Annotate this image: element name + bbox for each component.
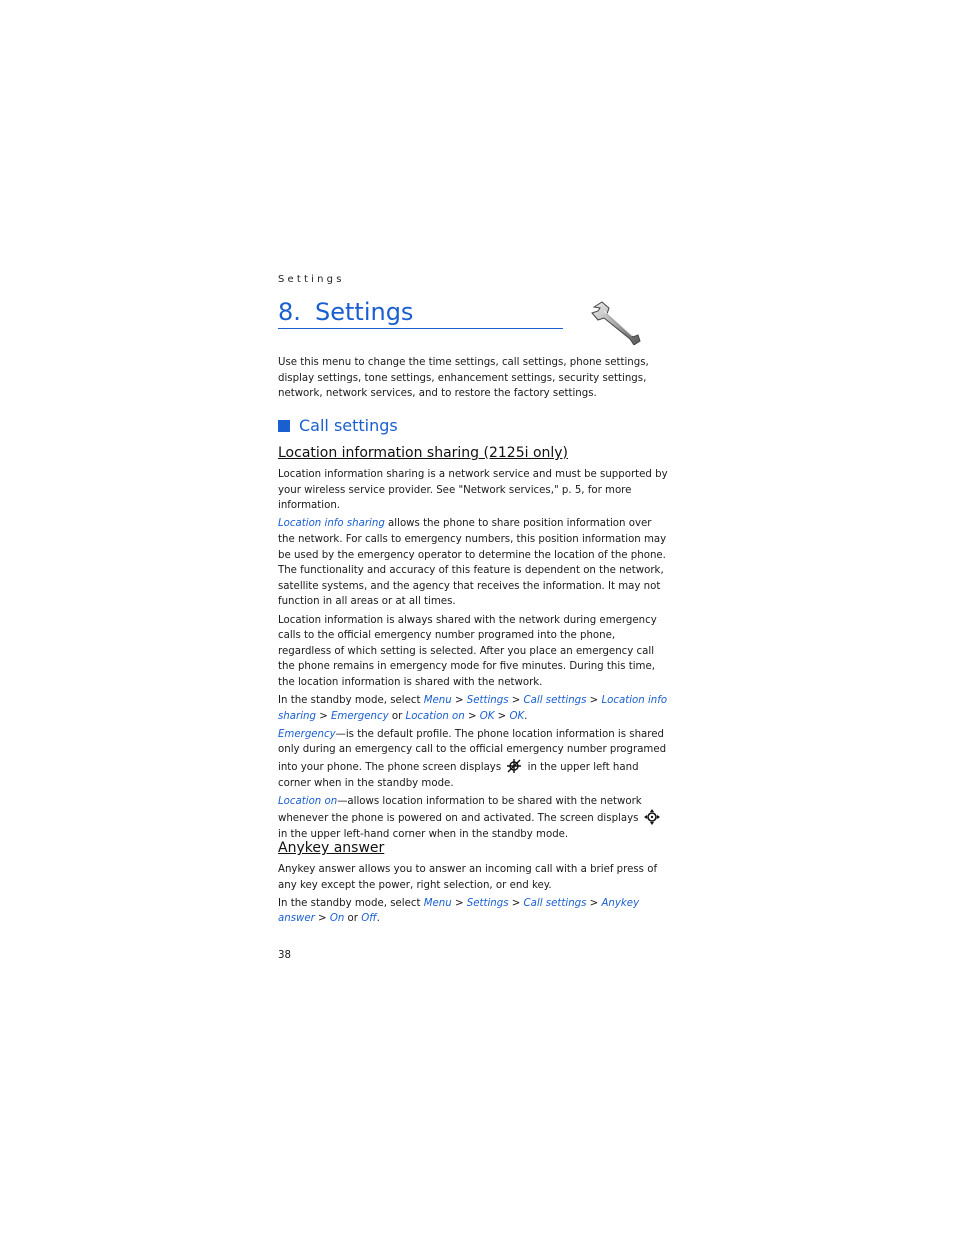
paragraph: Anykey answer allows you to answer an incoming call with a brief press of any key except the power, right selection, or end key. <box>278 864 658 891</box>
menu-link[interactable]: sharing <box>278 710 316 722</box>
path-separator: > <box>451 897 467 909</box>
path-separator: > <box>464 710 480 722</box>
wrench-icon <box>590 299 642 345</box>
paragraph-text: in the upper left-hand corner when in the standby mode. <box>278 829 569 841</box>
paragraph: Location information is always shared with the network during emergency calls to the official emergency number programed into the phone, regardless of which setting is selected. After you place an emergency call the phone remains in emergency mode for five minutes. During this time, the location information is shared with the network. <box>278 614 657 688</box>
menu-link[interactable]: Off <box>361 913 377 925</box>
location-on-icon <box>644 809 660 825</box>
menu-path-paragraph: In the standby mode, select Menu > Settings > Call settings > Location info sharing > Emergency or Location on > OK > OK. <box>278 695 668 722</box>
section-square-icon <box>278 420 290 432</box>
menu-link[interactable]: Emergency <box>278 728 336 740</box>
paragraph: Location information sharing is a network service and must be supported by your wireless service provider. See "Network services," p. 5, for more information. <box>278 469 668 512</box>
path-separator: > <box>586 897 602 909</box>
paragraph-text: —is the default profile. The phone location information is shared only during an emergency call to the official emergency number programed into your phone. The phone screen displays <box>278 728 667 774</box>
menu-link[interactable]: Location on <box>278 795 338 807</box>
intro-paragraph: Use this menu to change the time settings, call settings, phone settings, display settings, tone settings, enhancement settings, security settings, network, network services, and to restore the factory settings. <box>278 357 649 400</box>
menu-path-paragraph: In the standby mode, select Menu > Settings > Call settings > Anykey answer > On or Off. <box>278 897 640 925</box>
subsection-title-anykey: Anykey answer <box>278 840 385 856</box>
path-separator: > <box>315 710 331 722</box>
paragraph-text: or <box>344 913 362 925</box>
menu-link[interactable]: Settings <box>466 695 509 707</box>
running-head: Settings <box>278 274 345 285</box>
chapter-number: 8. <box>278 298 301 326</box>
location-section-body <box>278 467 668 845</box>
anykey-section-body <box>278 862 668 930</box>
emergency-location-icon <box>506 758 522 774</box>
paragraph-text: In the standby mode, select <box>278 897 424 909</box>
path-separator: > <box>314 913 330 925</box>
menu-link[interactable]: Location on <box>405 710 465 722</box>
paragraph-text: In the standby mode, select <box>278 695 424 707</box>
paragraph-text: or <box>388 710 406 722</box>
paragraph-text: in the upper left hand corner when in the standby mode. <box>278 762 639 789</box>
paragraph <box>278 727 668 791</box>
menu-link[interactable]: Emergency <box>330 710 389 722</box>
path-separator: > <box>508 897 524 909</box>
menu-link[interactable]: OK <box>509 710 525 722</box>
menu-link[interactable]: Call settings <box>523 695 587 707</box>
menu-link[interactable]: Location info sharing <box>278 518 385 530</box>
menu-link[interactable]: On <box>329 913 345 925</box>
chapter-title-text: Settings <box>315 298 414 326</box>
menu-link[interactable]: Menu <box>423 897 452 909</box>
paragraph <box>278 794 668 843</box>
paragraph-text: allows the phone to share position information over the network. For calls to emergency numbers, this position information may be used by the emergency operator to determine the location of the phone. The functionality and accuracy of this feature is dependent on the network, satellite systems, and the agency that receives the information. It may not function in all areas or at all times. <box>278 518 667 608</box>
path-separator: > <box>451 695 467 707</box>
page-number: 38 <box>278 950 291 961</box>
menu-link[interactable]: Call settings <box>523 897 587 909</box>
menu-link[interactable]: Location info <box>601 695 668 707</box>
path-separator: > <box>586 695 602 707</box>
menu-link[interactable]: Settings <box>466 897 509 909</box>
section-title <box>278 414 398 438</box>
path-separator: > <box>508 695 524 707</box>
menu-link[interactable]: OK <box>479 710 495 722</box>
paragraph <box>278 516 668 610</box>
menu-link[interactable]: Anykey answer <box>278 897 640 925</box>
chapter-title <box>278 296 563 329</box>
subsection-title-location: Location information sharing (2125i only) <box>278 445 569 461</box>
paragraph-text: —allows location information to be shared with the network whenever the phone is powered on and activated. The screen displays <box>278 795 642 825</box>
path-separator: > <box>494 710 510 722</box>
menu-link[interactable]: Menu <box>423 695 452 707</box>
section-title-text: Call settings <box>299 416 398 435</box>
